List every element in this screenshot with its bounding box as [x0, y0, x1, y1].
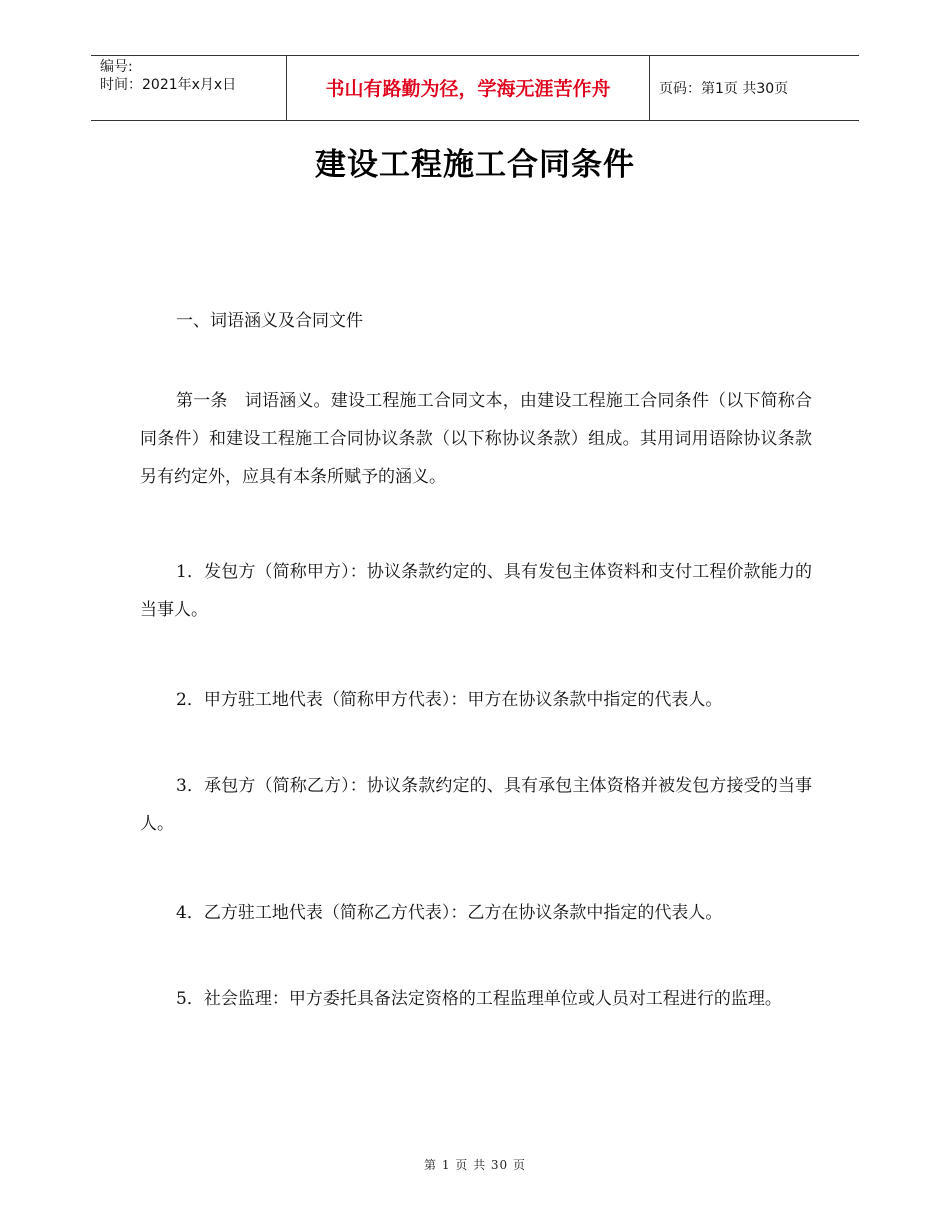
section-heading: 一、词语涵义及合同文件: [176, 311, 363, 331]
document-time-label: 时间：2021年x月x日: [100, 77, 237, 93]
paragraph-item-2: 2．甲方驻工地代表（简称甲方代表）：甲方在协议条款中指定的代表人。: [176, 690, 723, 710]
header-motto: 书山有路勤为径，学海无涯苦作舟: [325, 78, 611, 100]
page-footer: 第 1 页 共 30 页: [424, 1158, 526, 1172]
page-header: [91, 55, 859, 121]
paragraph-article-1: 第一条 词语涵义。建设工程施工合同文本，由建设工程施工合同条件（以下简称合同条件）和建设工程施工合同协议条款（以下称协议条款）组成。其用词用语除协议条款另有约定外，应具有本条所赋予的涵义。: [140, 391, 812, 487]
paragraph-item-5: 5．社会监理：甲方委托具备法定资格的工程监理单位或人员对工程进行的监理。: [176, 989, 782, 1009]
header-divider: [649, 56, 650, 120]
paragraph-item-4: 4．乙方驻工地代表（简称乙方代表）：乙方在协议条款中指定的代表人。: [176, 903, 723, 923]
document-title: 建设工程施工合同条件: [315, 147, 635, 183]
paragraph-item-1: 1．发包方（简称甲方）：协议条款约定的、具有发包主体资料和支付工程价款能力的当事人。: [140, 562, 812, 620]
paragraph-item-3: 3．承包方（简称乙方）：协议条款约定的、具有承包主体资格并被发包方接受的当事人。: [140, 776, 812, 834]
header-meta: [100, 58, 236, 94]
header-page-info: 页码：第1页 共30页: [659, 81, 789, 97]
document-number-label: 编号:: [100, 59, 133, 75]
